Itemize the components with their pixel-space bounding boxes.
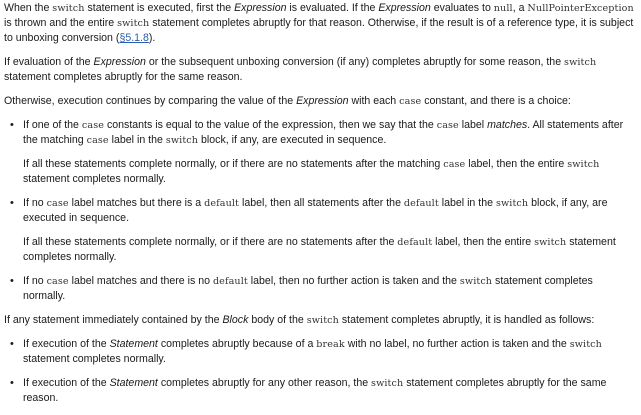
code-nullpointerexception: NullPointerException <box>527 3 634 14</box>
code-switch: switch <box>165 135 199 146</box>
term-block: Block <box>222 314 249 326</box>
code-case: case <box>443 159 466 170</box>
paragraph-abrupt-evaluation <box>4 55 636 85</box>
text: statement completes normally. <box>23 173 166 185</box>
text: label <box>458 119 488 131</box>
choice-list <box>4 118 636 304</box>
list-item-text <box>23 376 636 406</box>
text: If all these statements complete normally, or if there are no statements after the <box>23 236 398 248</box>
code-case: case <box>81 120 104 131</box>
bullet-icon: • <box>10 338 14 350</box>
code-null: null <box>493 3 513 14</box>
text: , a <box>512 2 528 14</box>
list-item-text <box>23 337 636 367</box>
code-case: case <box>86 135 109 146</box>
bullet-icon: • <box>10 197 14 209</box>
text: or the subsequent unboxing conversion (if any) completes abruptly for some reason, the <box>145 56 565 68</box>
text: label matches but there is a <box>68 197 205 209</box>
text: label in the <box>438 197 496 209</box>
paragraph-block-abrupt <box>4 313 636 328</box>
spec-content <box>4 1 636 415</box>
text: statement completes normally. <box>23 275 593 302</box>
text: label in the <box>108 134 166 146</box>
code-case: case <box>436 120 459 131</box>
text: completes abruptly for any other reason, the <box>157 377 372 389</box>
code-case: case <box>46 198 69 209</box>
text: If one of the <box>23 119 82 131</box>
code-switch: switch <box>495 198 529 209</box>
term-expression: Expression <box>234 2 287 14</box>
text: block, if any, are executed in sequence. <box>23 197 608 224</box>
bullet-icon: • <box>10 377 14 389</box>
text: label, then no further action is taken and the <box>247 275 460 287</box>
list-item-text <box>23 118 636 148</box>
list-item-break <box>4 337 636 367</box>
term-statement: Statement <box>109 338 158 350</box>
text: label matches and there is no <box>68 275 213 287</box>
text: statement completes abruptly for the same reason. <box>23 377 607 404</box>
text: . All statements after the matching <box>23 119 624 146</box>
text: statement completes abruptly for the same reason. <box>4 71 243 83</box>
text: statement completes normally. <box>23 236 616 263</box>
code-case: case <box>399 96 422 107</box>
text: statement is executed, first the <box>84 2 235 14</box>
term-expression: Expression <box>93 56 146 68</box>
text: When the <box>4 2 53 14</box>
list-item-text <box>23 157 636 187</box>
text: label, then the entire <box>432 236 535 248</box>
list-item-text <box>23 274 636 304</box>
bullet-icon: • <box>10 275 14 287</box>
text: is evaluated. If the <box>286 2 379 14</box>
text: constants is equal to the value of the expression, then we say that the <box>104 119 437 131</box>
code-switch: switch <box>459 276 493 287</box>
text: If evaluation of the <box>4 56 94 68</box>
text: If no <box>23 197 47 209</box>
code-default: default <box>403 198 439 209</box>
text: completes abruptly because of a <box>157 338 317 350</box>
code-switch: switch <box>569 339 602 350</box>
text: constant, and there is a choice: <box>421 95 571 107</box>
term-statement: Statement <box>109 377 158 389</box>
text: is thrown and the entire <box>4 17 118 29</box>
text: Otherwise, execution continues by comparing the value of the <box>4 95 297 107</box>
text: If execution of the <box>23 377 110 389</box>
code-case: case <box>46 276 69 287</box>
list-item-no-match <box>4 274 636 304</box>
text: body of the <box>248 314 307 326</box>
list-item-default-label <box>4 196 636 265</box>
text: label, then all statements after the <box>239 197 404 209</box>
text: with each <box>348 95 400 107</box>
text: If no <box>23 275 47 287</box>
code-default: default <box>397 237 433 248</box>
text: block, if any, are executed in sequence. <box>198 134 387 146</box>
code-switch: switch <box>567 159 600 170</box>
text: statement completes normally. <box>23 353 166 365</box>
term-expression: Expression <box>378 2 431 14</box>
text: statement completes abruptly, it is handled as follows: <box>338 314 595 326</box>
code-default: default <box>212 276 248 287</box>
section-link-5-1-8[interactable]: §5.1.8 <box>119 32 149 44</box>
code-switch: switch <box>564 57 597 68</box>
text: If execution of the <box>23 338 110 350</box>
text: evaluates to <box>430 2 494 14</box>
code-switch: switch <box>117 18 150 29</box>
code-break: break <box>316 339 345 350</box>
term-matches: matches <box>487 119 528 131</box>
text: statement completes abruptly for that reason. Otherwise, if the result is of a reference type, it is subject to unboxing conversion ( <box>4 17 634 44</box>
text: label, then the entire <box>465 158 568 170</box>
abrupt-list <box>4 337 636 406</box>
code-switch: switch <box>371 378 404 389</box>
bullet-icon: • <box>10 119 14 131</box>
list-item-text <box>23 196 636 226</box>
paragraph-switch-evaluation <box>4 1 636 46</box>
code-default: default <box>204 198 240 209</box>
list-item-text <box>23 235 636 265</box>
code-switch: switch <box>306 315 339 326</box>
text: with no label, no further action is taken and the <box>344 338 570 350</box>
term-expression: Expression <box>296 95 349 107</box>
code-switch: switch <box>52 3 85 14</box>
list-item-other-reason <box>4 376 636 406</box>
code-switch: switch <box>534 237 567 248</box>
text: ). <box>148 32 156 44</box>
list-item-case-matches <box>4 118 636 187</box>
paragraph-comparison <box>4 94 636 109</box>
text: If any statement immediately contained by the <box>4 314 223 326</box>
text: If all these statements complete normally, or if there are no statements after the matching <box>23 158 444 170</box>
